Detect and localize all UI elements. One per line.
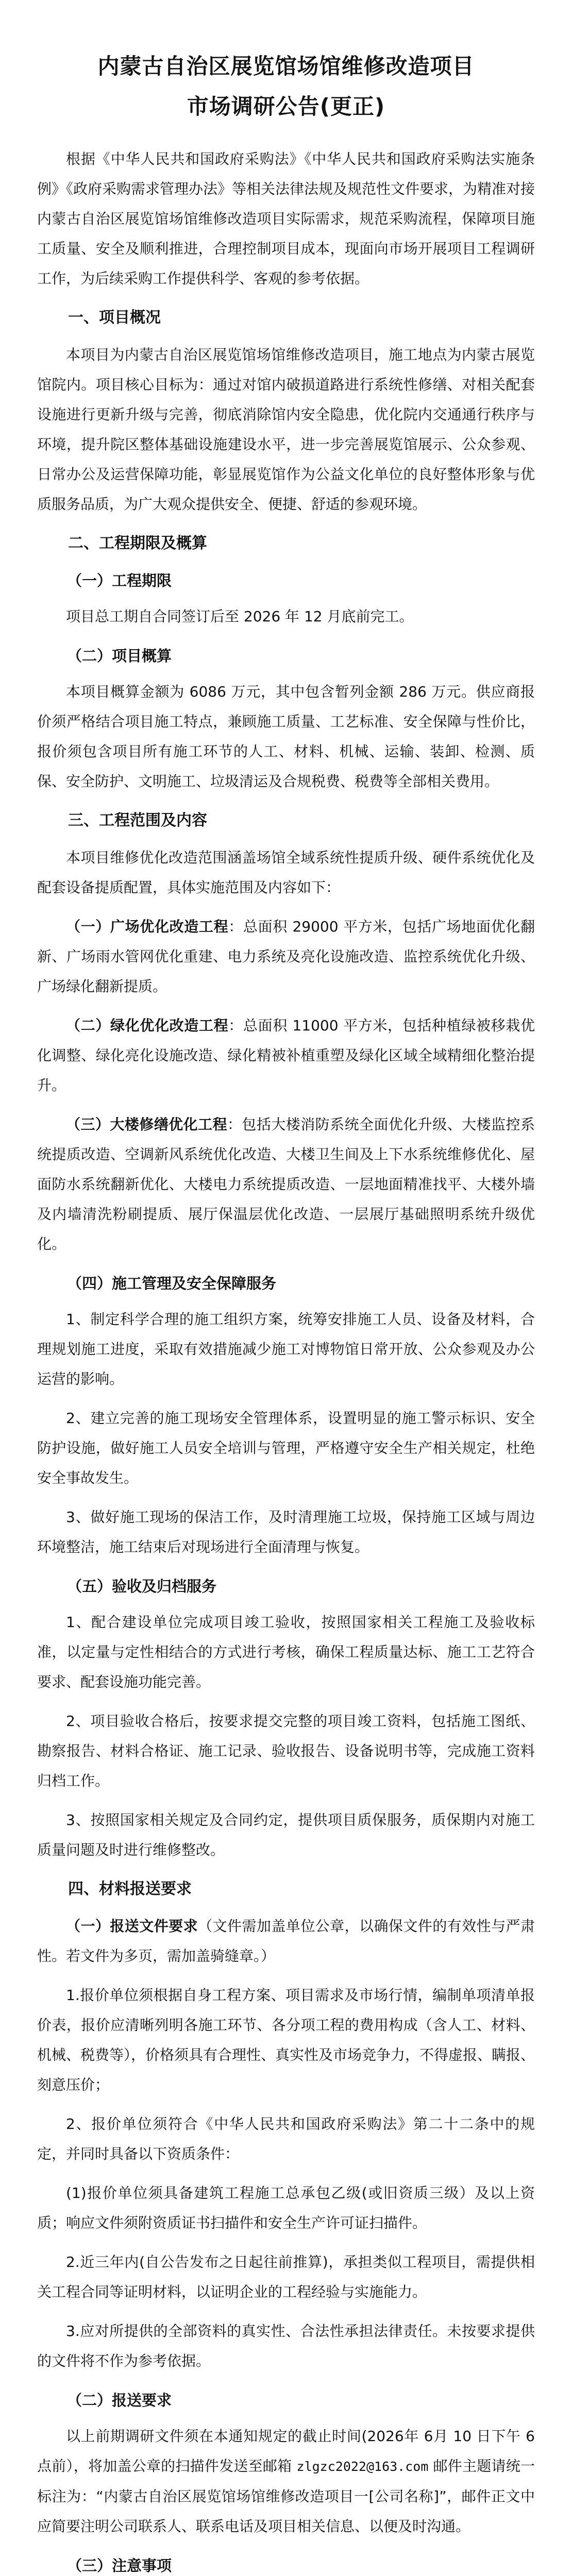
intro-paragraph: 根据《中华人民共和国政府采购法》《中华人民共和国政府采购法实施条例》《政府采购需求管理办法》等相关法律法规及规范性文件要求，为精准对接内蒙古自治区展览馆场馆维修改造项目实际需求，规范采购流程，保障项目施工质量、安全及顺利推进，合理控制项目成本，现面向市场开展项目工程调研工作，为后续采购工作提供科学、客观的参考依据。 bbox=[37, 150, 535, 287]
section-3-sub4-paragraph-2: 2、建立完善的施工现场安全管理体系，设置明显的施工警示标识、安全防护设施，做好施工人员安全培训与管理，严格遵守安全生产相关规定，杜绝安全事故发生。 bbox=[37, 1410, 535, 1486]
section-3-subheading-4: （四）施工管理及安全保障服务 bbox=[67, 1275, 277, 1292]
section-4-subheading-2: （二）报送要求 bbox=[67, 2392, 172, 2409]
section-4-sub2-paragraph bbox=[37, 2421, 535, 2541]
section-1-heading: 一、项目概况 bbox=[68, 309, 161, 327]
section-4-sub1-text: （文件需加盖单位公章，以确保文件的有效性与严肃性。若文件为多页，需加盖骑缝章。） bbox=[37, 1918, 535, 1964]
section-3-item-1-label: （一）广场优化改造工程 bbox=[66, 918, 229, 935]
document-body bbox=[37, 144, 535, 2576]
section-3-sub5-paragraph-1: 1、配合建设单位完成项目竣工验收，按照国家相关工程施工及验收标准，以定量与定性相结合的方式进行考核，确保工程质量达标、施工工艺符合要求、配套设施功能完善。 bbox=[37, 1614, 535, 1690]
section-3-subheading-5: （五）验收及归档服务 bbox=[67, 1578, 217, 1595]
document-title-line1: 内蒙古自治区展览馆场馆维修改造项目 bbox=[97, 54, 475, 79]
section-2-heading: 二、工程期限及概算 bbox=[68, 534, 207, 552]
section-3-heading: 三、工程范围及内容 bbox=[68, 811, 207, 829]
section-4-heading: 四、材料报送要求 bbox=[68, 1880, 192, 1898]
section-3-item-2-label: （二）绿化优化改造工程 bbox=[66, 1017, 229, 1034]
section-4-sub1 bbox=[37, 1911, 535, 1971]
section-4-sub2-text-a: 以上前期调研文件须在本通知规定的截止时间(2026年 6月 10 日下午 6 点前），将加盖公章的扫描件发送至邮箱 bbox=[37, 2428, 535, 2475]
section-4-subheading-3: （三）注意事项 bbox=[67, 2557, 172, 2574]
section-3-sub5-paragraph-3: 3、按照国家相关规定及合同约定，提供项目质保服务，质保期内对施工质量问题及时进行维修整改。 bbox=[37, 1811, 535, 1858]
section-4-paragraph-2-2: 2.近三年内(自公告发布之日起往前推算)，承担类似工程项目，需提供相关工程合同等证明材料，以证明企业的工程经验与实施能力。 bbox=[37, 2253, 535, 2300]
section-3-item-1 bbox=[37, 912, 535, 1002]
section-3-sub4-paragraph-1: 1、制定科学合理的施工组织方案，统筹安排施工人员、设备及材料，合理规划施工进度，采取有效措施减少施工对博物馆日常开放、公众参观及办公运营的影响。 bbox=[37, 1311, 535, 1387]
section-2-subtext-1: 项目总工期自合同签订后至 2026 年 12 月底前完工。 bbox=[66, 608, 414, 625]
section-3-sub4-paragraph-3: 3、做好施工现场的保洁工作，及时清理施工垃圾，保持施工区域与周边环境整洁，施工结束后对现场进行全面清理与恢复。 bbox=[37, 1509, 535, 1555]
section-3-item-2 bbox=[37, 1011, 535, 1100]
section-4-paragraph-2-1: (1)报价单位须具备建筑工程施工总承包乙级(或旧资质三级）及以上资质；响应文件须附资质证书扫描件和安全生产许可证扫描件。 bbox=[37, 2184, 535, 2231]
section-4-sub2-text-b: 邮件主题请统一标注为：“内蒙古自治区展览馆场馆维修改造项目一[公司名称]”，邮件正文中应简要注明公司联系人、联系电话及项目相关信息、以便及时沟通。 bbox=[37, 2458, 535, 2535]
document-title-line2: 市场调研公告(更正) bbox=[187, 94, 385, 119]
section-2-subheading-2: （二）项目概算 bbox=[67, 647, 172, 665]
section-4-paragraph-1: 1.报价单位须根据自身工程方案、项目需求及市场行情，编制单项清单报价表，报价应清晰列明各施工环节、各分项工程的费用构成（含人工、材料、机械、税费等），价格须具有合理性、真实性及市场竞争力，不得虚报、瞒报、刻意压价； bbox=[37, 1987, 535, 2093]
section-2-subheading-1: （一）工程期限 bbox=[67, 572, 172, 589]
section-1-paragraph: 本项目为内蒙古自治区展览馆场馆维修改造项目，施工地点为内蒙古展览馆院内。项目核心目标为：通过对馆内破损道路进行系统性修缮、对相关配套设施进行更新升级与完善，彻底消除馆内安全隐患，优化院内交通通行秩序与环境，提升院区整体基础设施建设水平，进一步完善展览馆展示、公众参观、日常办公及运营保障功能，彰显展览馆作为公益文化单位的良好整体形象与优质服务品质，为广大观众提供安全、便捷、舒适的参观环境。 bbox=[37, 346, 535, 513]
section-3-item-2-text: ：总面积 11000 平方米，包括种植绿被移栽优化调整、绿化亮化设施改造、绿化精被补植重塑及绿化区域全域精细化整治提升。 bbox=[37, 1017, 535, 1094]
document-title bbox=[37, 46, 535, 127]
email-address: zlgzc2022@163.com bbox=[296, 2459, 429, 2474]
section-4-paragraph-3: 3.应对所提供的全部资料的真实性、合法性承担法律责任。未按要求提供的文件将不作为参考依据。 bbox=[37, 2323, 535, 2369]
section-3-sub5-paragraph-2: 2、项目验收合格后，按要求提交完整的项目竣工资料，包括施工图纸、勘察报告、材料合格证、施工记录、验收报告、设备说明书等，完成施工资料归档工作。 bbox=[37, 1713, 535, 1789]
section-3-intro: 本项目维修优化改造范围涵盖场馆全域系统性提质升级、硬件系统优化及配套设备提质配置，具体实施范围及内容如下： bbox=[37, 849, 535, 896]
section-3-item-3-text: ：包括大楼消防系统全面优化升级、大楼监控系统提质改造、空调新风系统优化改造、大楼卫生间及上下水系统维修优化、屋面防水系统翻新优化、大楼电力系统提质改造、一层地面精准找平、大楼外墙及内墙清洗粉刷提质、展厅保温层优化改造、一层展厅基础照明系统升级优化。 bbox=[37, 1116, 535, 1252]
section-4-paragraph-2: 2、报价单位须符合《中华人民共和国政府采购法》第二十二条中的规定，并同时具备以下资质条件： bbox=[37, 2115, 535, 2162]
section-2-subtext-2: 本项目概算金额为 6086 万元，其中包含暂列金额 286 万元。供应商报价须严格结合项目施工特点，兼顾施工质量、工艺标准、安全保障与性价比，报价须包含项目所有施工环节的人工、材料、机械、运输、装卸、检测、质保、安全防护、文明施工、垃圾清运及合规税费、税费等全部相关费用。 bbox=[37, 683, 535, 790]
section-3-item-3-label: （三）大楼修缮优化工程 bbox=[66, 1116, 227, 1133]
section-3-item-3 bbox=[37, 1110, 535, 1259]
section-4-sub1-label: （一）报送文件要求 bbox=[66, 1918, 198, 1935]
section-3-item-1-text: ：总面积 29000 平方米，包括广场地面优化翻新、广场雨水管网优化重建、电力系统及亮化设施改造、监控系统优化升级、广场绿化翻新提质。 bbox=[37, 918, 535, 995]
